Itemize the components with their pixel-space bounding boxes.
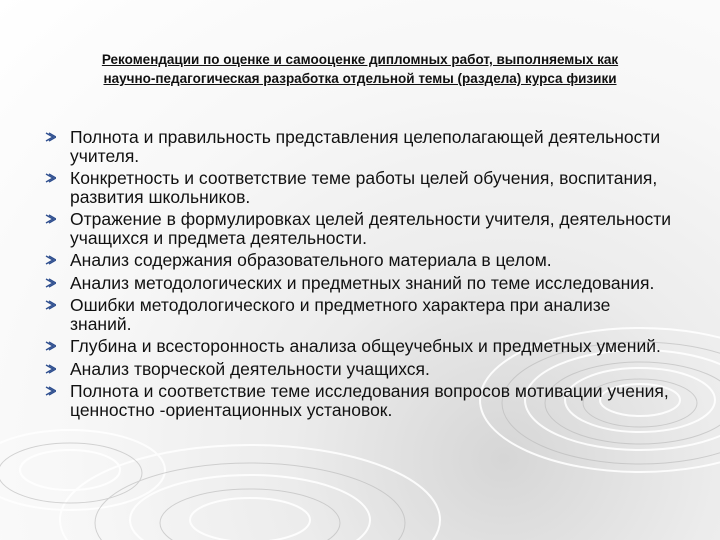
arrow-bullet-icon xyxy=(44,277,56,289)
list-item-text: Анализ содержания образовательного материала в целом. xyxy=(70,250,552,270)
arrow-bullet-icon xyxy=(44,340,56,352)
list-item-text: Анализ творческой деятельности учащихся. xyxy=(70,358,430,379)
list-item-text: Анализ методологических и предметных знаний по теме исследования. xyxy=(70,272,655,293)
list-item-text: Полнота и правильность представления целеполагающей деятельности учителя. xyxy=(70,127,661,166)
slide-title-line-2: научно-педагогическая разработка отдельной темы (раздела) курса физики xyxy=(103,71,617,86)
list-item xyxy=(44,169,674,206)
slide-title-line-1: Рекомендации по оценке и самооценке дипломных работ, выполняемых как xyxy=(101,52,619,67)
arrow-bullet-icon xyxy=(44,131,56,143)
arrow-bullet-icon xyxy=(44,299,56,311)
recommendations-list xyxy=(44,128,674,423)
list-item xyxy=(44,274,674,293)
list-item-text: Глубина и всесторонность анализа общеучебных и предметных умений. xyxy=(70,336,661,356)
list-item-text: Отражение в формулировках целей деятельности учителя, деятельности учащихся и предмета деятельности. xyxy=(70,209,672,248)
list-item xyxy=(44,210,674,247)
list-item-text: Конкретность и соответствие теме работы целей обучения, воспитания, развития школьников. xyxy=(70,168,658,207)
arrow-bullet-icon xyxy=(44,254,56,266)
list-item xyxy=(44,360,674,379)
arrow-bullet-icon xyxy=(44,363,56,375)
list-item xyxy=(44,296,674,333)
slide-title xyxy=(40,50,680,88)
list-item xyxy=(44,382,674,419)
list-item xyxy=(44,337,674,356)
arrow-bullet-icon xyxy=(44,172,56,184)
arrow-bullet-icon xyxy=(44,213,56,225)
arrow-bullet-icon xyxy=(44,385,56,397)
list-item-text: Полнота и соответствие теме исследования вопросов мотивации учения, ценностно -ориентационных установок. xyxy=(70,381,669,420)
list-item xyxy=(44,128,674,165)
list-item-text: Ошибки методологического и предметного характера при анализе знаний. xyxy=(70,295,611,334)
list-item xyxy=(44,251,674,270)
